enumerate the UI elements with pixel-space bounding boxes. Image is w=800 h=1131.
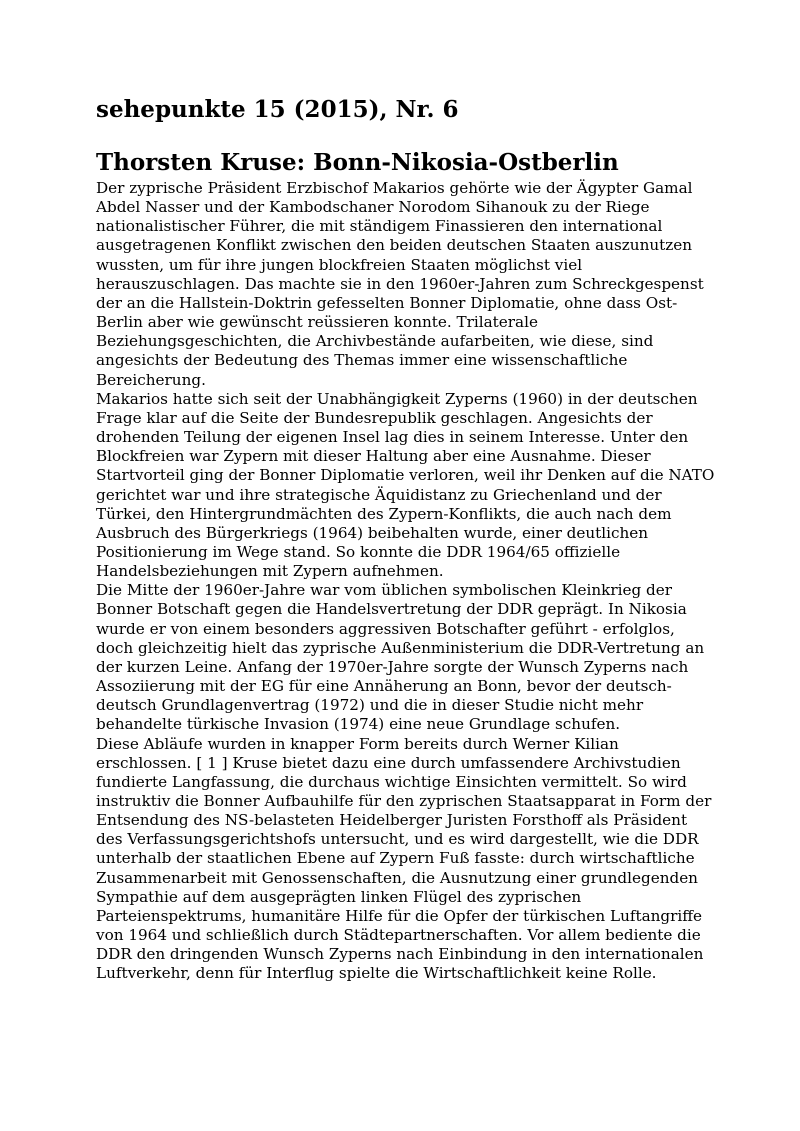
paragraph: Die Mitte der 1960er-Jahre war vom üblichen symbolischen Kleinkrieg der Bonner Botschaft gegen die Handelsvertretung der DDR geprägt. In Nikosia wurde er von einem besonders aggressiven Botschafter geführt - erfolglos, doch gleichzeitig hielt das zyprische Außenministerium die DDR-Vertretung an der kurzen Leine. Anfang der 1970er-Jahre sorgte der Wunsch Zyperns nach Assoziierung mit der EG für eine Annäherung an Bonn, bevor der deutsch-deutsch Grundlagenvertrag (1972) und die in dieser Studie nicht mehr behandelte türkische Invasion (1974) eine neue Grundlage schufen.	[96, 581, 705, 734]
article-title: Thorsten Kruse: Bonn-Nikosia-Ostberlin	[96, 149, 619, 176]
article-body	[96, 179, 716, 984]
journal-title: sehepunkte 15 (2015), Nr. 6	[96, 96, 459, 123]
paragraph: Makarios hatte sich seit der Unabhängigkeit Zyperns (1960) in der deutschen Frage klar auf die Seite der Bundesrepublik geschlagen. Angesichts der drohenden Teilung der eigenen Insel lag dies in seinem Interesse. Unter den Blockfreien war Zypern mit dieser Haltung aber eine Ausnahme. Dieser Startvorteil ging der Bonner Diplomatie verloren, weil ihr Denken auf die NATO gerichtet war und ihre strategische Äquidistanz zu Griechenland und der Türkei, den Hintergrundmächten des Zypern-Konflikts, die auch nach dem Ausbruch des Bürgerkriegs (1964) beibehalten wurde, einer deutlichen Positionierung im Wege stand. So konnte die DDR 1964/65 offizielle Handelsbeziehungen mit Zypern aufnehmen.	[96, 389, 715, 581]
paragraph: Der zyprische Präsident Erzbischof Makarios gehörte wie der Ägypter Gamal Abdel Nasser und der Kambodschaner Norodom Sihanouk zu der Riege nationalistischer Führer, die mit ständigem Finassieren den international ausgetragenen Konflikt zwischen den beiden deutschen Staaten auszunutzen wussten, um für ihre jungen blockfreien Staaten möglichst viel herauszuschlagen. Das machte sie in den 1960er-Jahren zum Schreckgespenst der an die Hallstein-Doktrin gefesselten Bonner Diplomatie, ohne dass Ost-Berlin aber wie gewünscht reüssieren konnte. Trilaterale Beziehungsgeschichten, die Archivbestände aufarbeiten, wie diese, sind angesichts der Bedeutung des Themas immer eine wissenschaftliche Bereicherung.	[96, 179, 704, 389]
paragraph: Diese Abläufe wurden in knapper Form bereits durch Werner Kilian erschlossen. [ 1 ] Kruse bietet dazu eine durch umfassendere Archivstudien fundierte Langfassung, die durchaus wichtige Einsichten vermittelt. So wird instruktiv die Bonner Aufbauhilfe für den zyprischen Staatsapparat in Form der Entsendung des NS-belasteten Heidelberger Juristen Forsthoff als Präsident des Verfassungsgerichtshofs untersucht, und es wird dargestellt, wie die DDR unterhalb der staatlichen Ebene auf Zypern Fuß fasste: durch wirtschaftliche Zusammenarbeit mit Genossenschaften, die Ausnutzung einer grundlegenden Sympathie auf dem ausgeprägten linken Flügel des zyprischen Parteienspektrums, humanitäre Hilfe für die Opfer der türkischen Luftangriffe von 1964 und schließlich durch Städtepartnerschaften. Vor allem bediente die DDR den dringenden Wunsch Zyperns nach Einbindung in den internationalen Luftverkehr, denn für Interflug spielte die Wirtschaftlichkeit keine Rolle.	[96, 734, 712, 983]
document-page	[96, 92, 716, 984]
